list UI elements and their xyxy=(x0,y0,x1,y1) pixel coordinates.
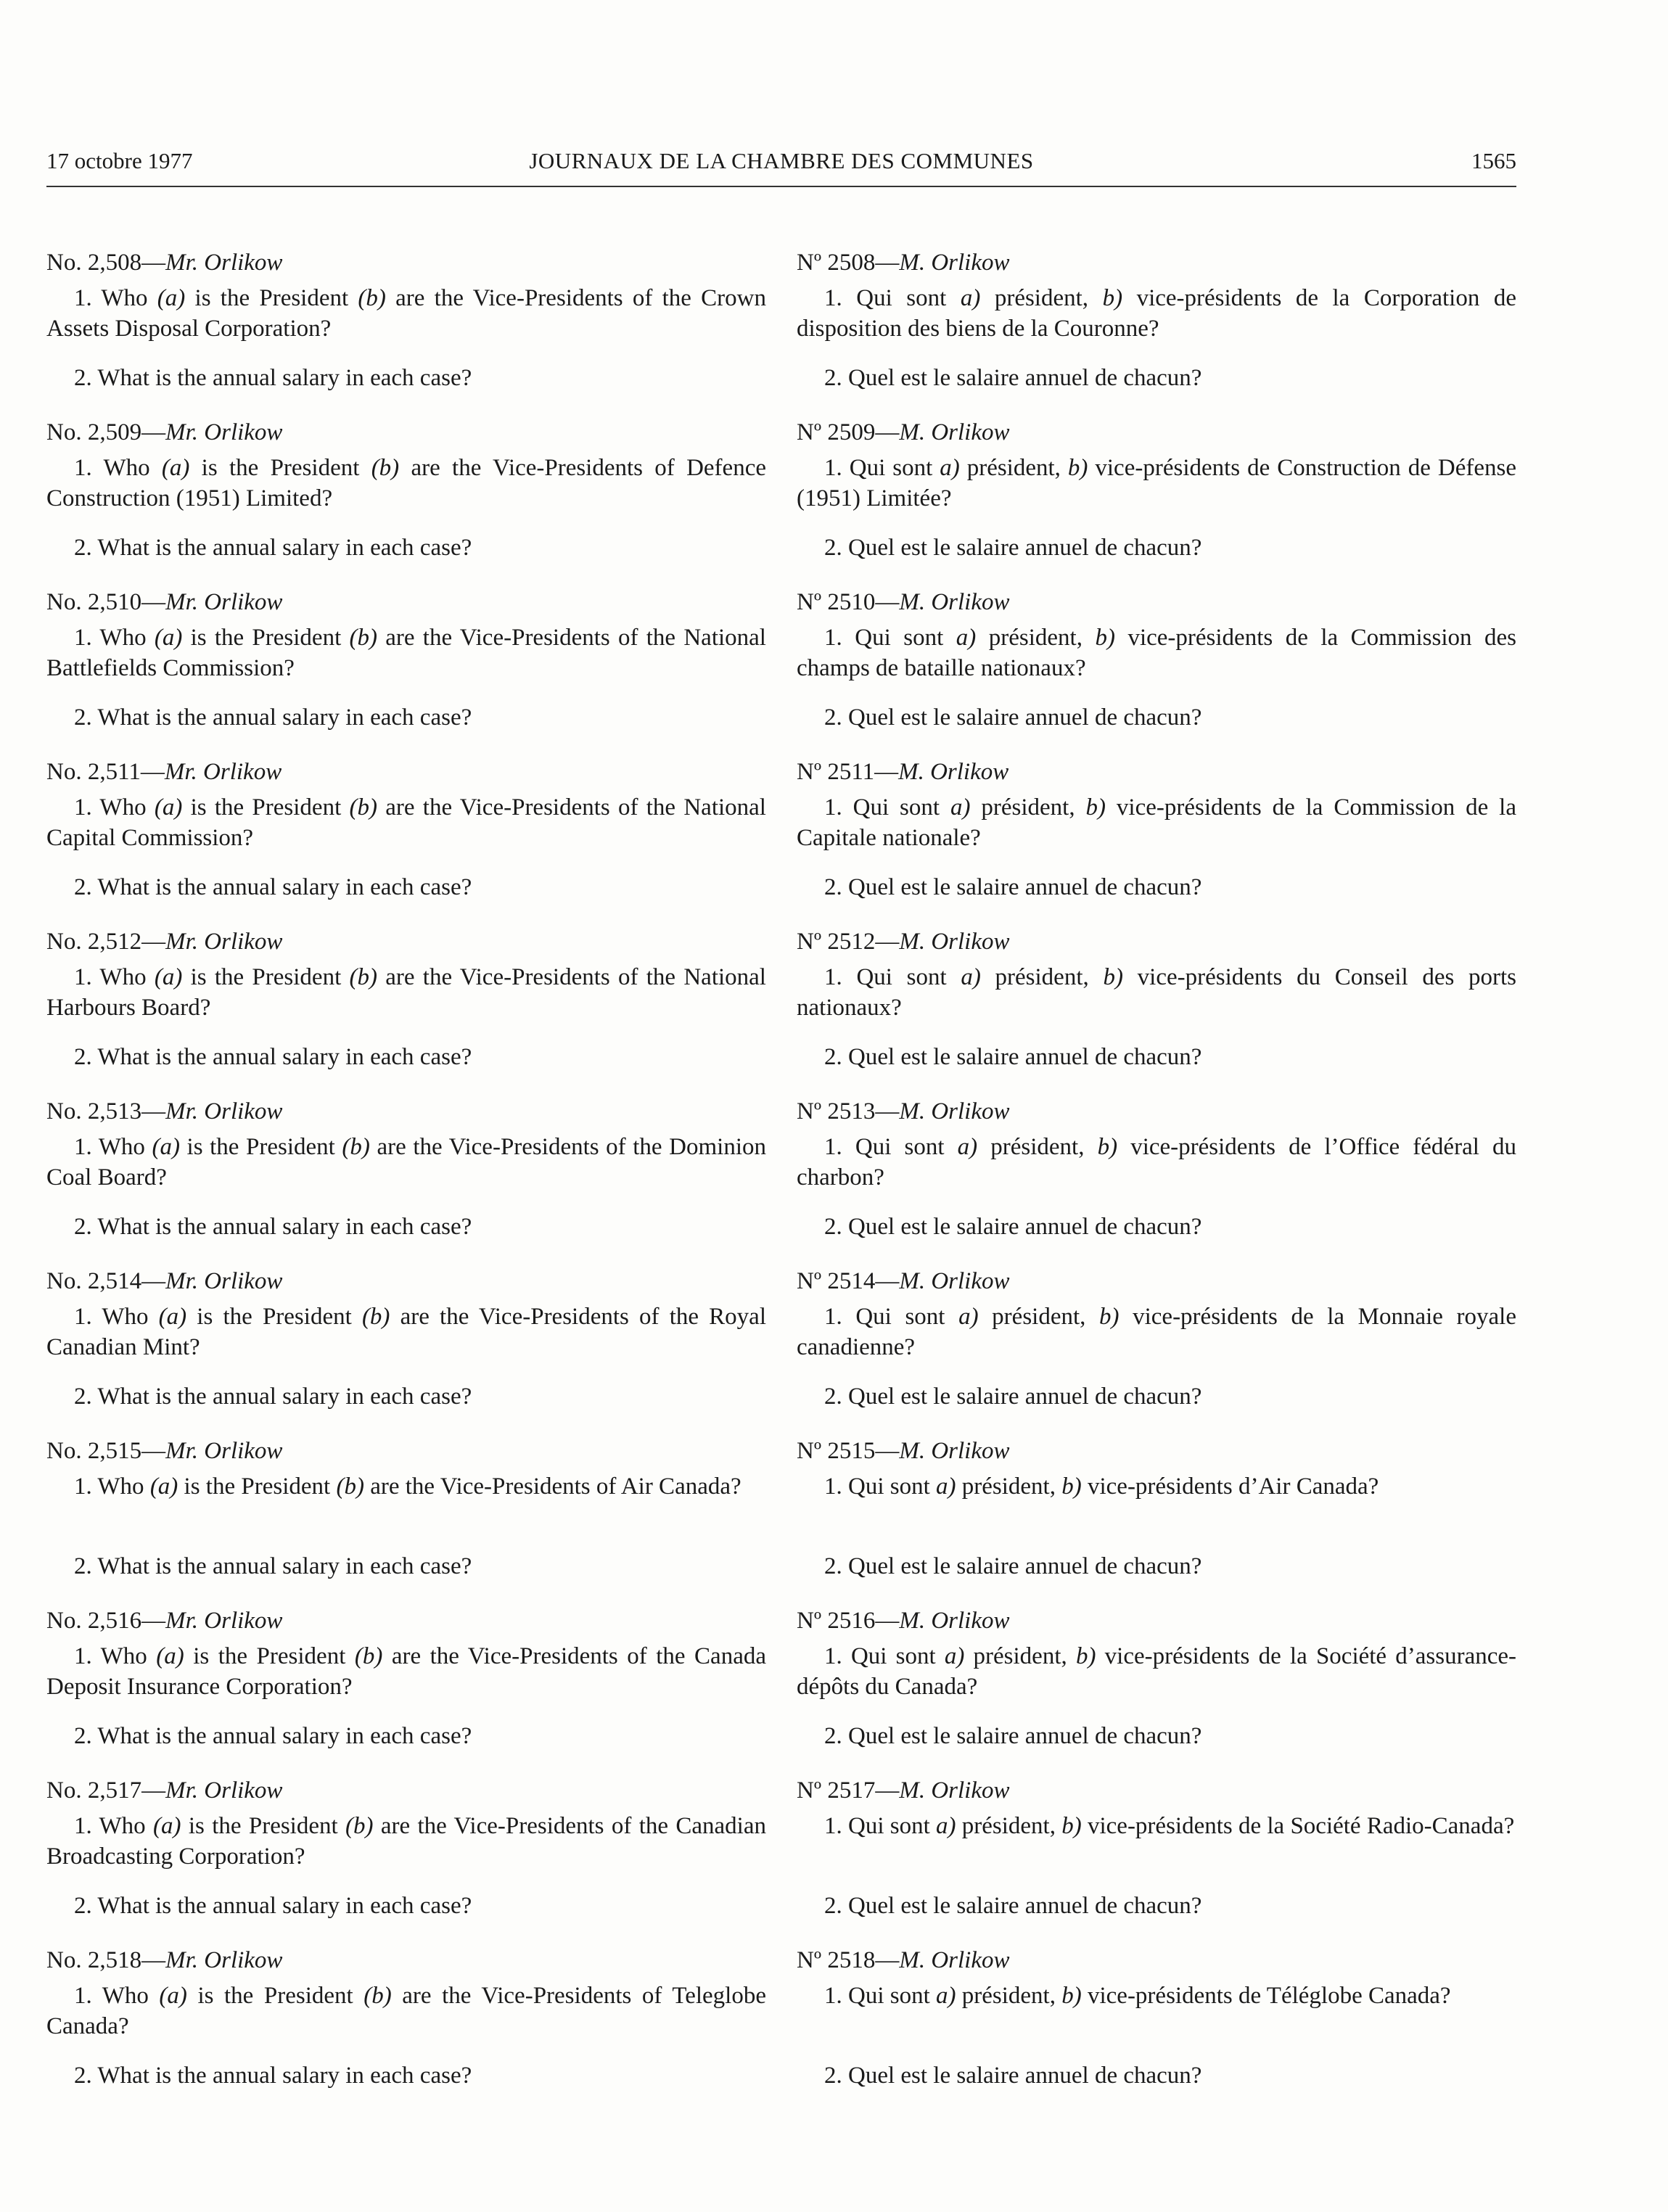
question-part-2: 2. What is the annual salary in each case? xyxy=(74,1893,472,1919)
question-b: b) xyxy=(1061,1473,1082,1500)
question-heading xyxy=(797,586,1516,618)
question-q1-end: vice-présidents de la Monnaie royale canadienne? xyxy=(797,1304,1516,1360)
question-part-1 xyxy=(797,1981,1516,2011)
french-question-10 xyxy=(797,1775,1516,1944)
english-question-4 xyxy=(46,756,766,926)
question-part-2: 2. What is the annual salary in each case? xyxy=(74,1044,472,1070)
question-q1-num: 1. Qui sont xyxy=(824,1473,937,1500)
question-b: (b) xyxy=(358,285,386,311)
question-part-2: 2. What is the annual salary in each case? xyxy=(74,1383,472,1410)
french-question-2 xyxy=(797,416,1516,586)
question-member: M. Orlikow xyxy=(899,1608,1010,1634)
french-question-5 xyxy=(797,926,1516,1095)
question-q1-mid: is the President xyxy=(182,964,350,990)
english-question-5 xyxy=(46,926,766,1095)
question-a: (a) xyxy=(153,1813,181,1839)
question-q1-mid: is the President xyxy=(186,1983,364,2009)
question-member: Mr. Orlikow xyxy=(165,1777,283,1804)
question-q1-mid: président, xyxy=(970,794,1086,821)
question-heading xyxy=(46,1775,766,1806)
question-b: b) xyxy=(1095,625,1115,651)
question-number: Nº 2517— xyxy=(797,1777,900,1804)
question-b: b) xyxy=(1067,455,1088,481)
question-number: No. 2,517— xyxy=(46,1777,166,1804)
question-number: Nº 2518— xyxy=(797,1947,900,1973)
question-q1-mid: is the President xyxy=(178,1473,337,1500)
question-b: (b) xyxy=(349,625,377,651)
question-q1-num: 1. Who xyxy=(74,964,155,990)
question-part-1 xyxy=(46,1302,766,1362)
question-heading xyxy=(797,926,1516,958)
question-number: No. 2,512— xyxy=(46,929,166,955)
question-a: (a) xyxy=(158,1304,187,1330)
question-q1-end: are the Vice-Presidents of the National Harbours Board? xyxy=(46,964,766,1021)
question-part-2: 2. Quel est le salaire annuel de chacun? xyxy=(824,365,1202,391)
question-number: No. 2,510— xyxy=(46,589,166,615)
question-q1-mid: président, xyxy=(980,285,1103,311)
question-number: Nº 2509— xyxy=(797,419,900,445)
question-b: (b) xyxy=(349,794,377,821)
question-part-1 xyxy=(797,962,1516,1023)
question-part-1 xyxy=(797,622,1516,683)
question-member: Mr. Orlikow xyxy=(165,1438,283,1464)
question-member: M. Orlikow xyxy=(899,1268,1010,1294)
question-a: (a) xyxy=(157,285,186,311)
question-q1-end: are the Vice-Presidents of the Crown Assets Disposal Corporation? xyxy=(46,285,766,342)
question-a: a) xyxy=(944,1643,965,1669)
question-b: b) xyxy=(1103,964,1123,990)
question-member: Mr. Orlikow xyxy=(165,1268,283,1294)
question-part-2: 2. What is the annual salary in each case? xyxy=(74,1553,472,1579)
question-q1-mid: président, xyxy=(956,1813,1062,1839)
question-b: b) xyxy=(1099,1304,1119,1330)
question-number: No. 2,514— xyxy=(46,1268,166,1294)
question-q1-num: 1. Qui sont xyxy=(824,964,961,990)
header-title: JOURNAUX DE LA CHAMBRE DES COMMUNES xyxy=(529,148,1034,173)
question-q1-end: vice-présidents de la Commission de la Capitale nationale? xyxy=(797,794,1516,851)
question-q1-end: vice-présidents de la Société Radio-Canada? xyxy=(1081,1813,1515,1839)
question-part-2: 2. Quel est le salaire annuel de chacun? xyxy=(824,874,1202,900)
question-q1-num: 1. Who xyxy=(74,1983,160,2009)
question-a: (a) xyxy=(154,794,183,821)
question-heading xyxy=(797,1265,1516,1297)
question-a: (a) xyxy=(149,1473,178,1500)
question-a: a) xyxy=(960,285,981,311)
question-a: a) xyxy=(961,964,981,990)
question-b: (b) xyxy=(371,455,400,481)
question-b: b) xyxy=(1102,285,1123,311)
question-member: Mr. Orlikow xyxy=(165,589,283,615)
english-question-8 xyxy=(46,1435,766,1605)
question-number: No. 2,515— xyxy=(46,1438,166,1464)
english-column xyxy=(46,247,766,2114)
page-number: 1565 xyxy=(1471,148,1516,173)
question-part-1 xyxy=(797,1811,1516,1841)
english-question-9 xyxy=(46,1605,766,1775)
question-b: (b) xyxy=(354,1643,383,1669)
question-a: (a) xyxy=(152,1134,180,1160)
question-q1-end: are the Vice-Presidents of the Canada Deposit Insurance Corporation? xyxy=(46,1643,766,1700)
question-number: Nº 2514— xyxy=(797,1268,900,1294)
question-part-2: 2. Quel est le salaire annuel de chacun? xyxy=(824,1893,1202,1919)
question-number: Nº 2515— xyxy=(797,1438,900,1464)
question-heading xyxy=(46,1435,766,1467)
question-q1-mid: président, xyxy=(964,1643,1076,1669)
question-part-1 xyxy=(46,1981,766,2042)
question-heading xyxy=(797,1095,1516,1127)
question-heading xyxy=(46,1944,766,1976)
question-part-1 xyxy=(797,1132,1516,1193)
question-q1-num: 1. Qui sont xyxy=(824,1134,958,1160)
question-q1-mid: président, xyxy=(976,625,1096,651)
question-member: Mr. Orlikow xyxy=(164,759,282,785)
question-q1-end: vice-présidents d’Air Canada? xyxy=(1081,1473,1379,1500)
question-a: a) xyxy=(936,1813,956,1839)
question-b: (b) xyxy=(342,1134,370,1160)
question-q1-mid: président, xyxy=(978,1304,1099,1330)
question-q1-end: are the Vice-Presidents of the Dominion Coal Board? xyxy=(46,1134,766,1191)
question-q1-mid: is the President xyxy=(181,1813,346,1839)
question-q1-mid: is the President xyxy=(182,625,350,651)
question-q1-mid: président, xyxy=(980,964,1104,990)
question-q1-mid: président, xyxy=(959,455,1068,481)
question-q1-mid: is the President xyxy=(182,794,350,821)
english-question-1 xyxy=(46,247,766,416)
question-a: (a) xyxy=(154,964,183,990)
question-q1-end: are the Vice-Presidents of Air Canada? xyxy=(363,1473,741,1500)
question-a: a) xyxy=(957,1134,978,1160)
question-q1-end: are the Vice-Presidents of the Canadian Broadcasting Corporation? xyxy=(46,1813,766,1870)
question-q1-num: 1. Qui sont xyxy=(824,794,950,821)
question-q1-end: vice-présidents de l’Office fédéral du charbon? xyxy=(797,1134,1516,1191)
french-column xyxy=(797,247,1516,2114)
question-b: b) xyxy=(1085,794,1106,821)
question-q1-end: are the Vice-Presidents of Teleglobe Canada? xyxy=(46,1983,766,2039)
question-part-1 xyxy=(46,1132,766,1193)
french-question-3 xyxy=(797,586,1516,756)
question-q1-num: 1. Qui sont xyxy=(824,455,940,481)
question-number: No. 2,508— xyxy=(46,250,166,276)
question-q1-end: vice-présidents de la Corporation de disposition des biens de la Couronne? xyxy=(797,285,1516,342)
question-heading xyxy=(797,756,1516,788)
question-number: No. 2,513— xyxy=(46,1098,166,1124)
question-number: No. 2,518— xyxy=(46,1947,166,1973)
question-heading xyxy=(46,1265,766,1297)
french-question-11 xyxy=(797,1944,1516,2114)
question-heading xyxy=(46,1095,766,1127)
question-part-1 xyxy=(797,1471,1516,1502)
question-b: (b) xyxy=(363,1983,392,2009)
question-part-1 xyxy=(46,1471,766,1502)
question-q1-num: 1. Qui sont xyxy=(824,1813,937,1839)
french-question-1 xyxy=(797,247,1516,416)
question-number: No. 2,511— xyxy=(46,759,165,785)
question-member: Mr. Orlikow xyxy=(165,929,283,955)
question-q1-mid: is the President xyxy=(184,1643,355,1669)
question-part-1 xyxy=(797,283,1516,344)
question-a: a) xyxy=(936,1983,956,2009)
question-q1-num: 1. Who xyxy=(74,1473,150,1500)
question-q1-mid: président, xyxy=(977,1134,1098,1160)
question-q1-mid: is the President xyxy=(179,1134,342,1160)
english-question-3 xyxy=(46,586,766,756)
question-a: (a) xyxy=(154,625,183,651)
question-heading xyxy=(46,1605,766,1637)
question-part-1 xyxy=(46,1641,766,1702)
question-q1-num: 1. Who xyxy=(74,1304,159,1330)
question-part-2: 2. What is the annual salary in each case? xyxy=(74,1723,472,1749)
question-member: Mr. Orlikow xyxy=(165,1098,283,1124)
question-heading xyxy=(797,247,1516,279)
question-q1-num: 1. Who xyxy=(74,625,155,651)
question-heading xyxy=(797,1775,1516,1806)
page-header xyxy=(46,145,1516,187)
question-a: a) xyxy=(956,625,977,651)
question-a: a) xyxy=(940,455,960,481)
question-part-1 xyxy=(46,283,766,344)
question-member: Mr. Orlikow xyxy=(165,1608,283,1634)
question-number: Nº 2516— xyxy=(797,1608,900,1634)
question-number: Nº 2510— xyxy=(797,589,900,615)
question-heading xyxy=(46,926,766,958)
question-b: b) xyxy=(1061,1983,1082,2009)
question-part-2: 2. What is the annual salary in each case? xyxy=(74,1214,472,1240)
question-q1-end: vice-présidents de Téléglobe Canada? xyxy=(1081,1983,1451,2009)
question-heading xyxy=(46,586,766,618)
french-question-9 xyxy=(797,1605,1516,1775)
english-question-2 xyxy=(46,416,766,586)
french-question-4 xyxy=(797,756,1516,926)
question-q1-num: 1. Who xyxy=(74,1134,152,1160)
header-date: 17 octobre 1977 xyxy=(46,148,193,173)
question-q1-num: 1. Who xyxy=(74,794,155,821)
question-member: M. Orlikow xyxy=(899,250,1010,276)
question-q1-end: vice-présidents de la Commission des champs de bataille nationaux? xyxy=(797,625,1516,681)
question-number: Nº 2511— xyxy=(797,759,899,785)
question-member: M. Orlikow xyxy=(899,1947,1010,1973)
question-q1-num: 1. Who xyxy=(74,1643,157,1669)
question-part-2: 2. Quel est le salaire annuel de chacun? xyxy=(824,1214,1202,1240)
question-q1-end: vice-présidents de la Société d’assurance-dépôts du Canada? xyxy=(797,1643,1517,1700)
english-question-6 xyxy=(46,1095,766,1265)
question-member: M. Orlikow xyxy=(899,1438,1010,1464)
question-q1-mid: is the President xyxy=(189,455,371,481)
question-part-2: 2. What is the annual salary in each case? xyxy=(74,365,472,391)
question-a: (a) xyxy=(156,1643,184,1669)
question-q1-end: are the Vice-Presidents of the Royal Canadian Mint? xyxy=(46,1304,766,1360)
question-member: M. Orlikow xyxy=(899,419,1010,445)
question-member: Mr. Orlikow xyxy=(165,1947,283,1973)
question-b: b) xyxy=(1097,1134,1118,1160)
question-part-2: 2. Quel est le salaire annuel de chacun? xyxy=(824,2063,1202,2089)
question-part-2: 2. What is the annual salary in each case? xyxy=(74,704,472,731)
question-heading xyxy=(46,247,766,279)
question-q1-num: 1. Qui sont xyxy=(824,1983,937,2009)
question-part-1 xyxy=(46,1811,766,1872)
question-a: (a) xyxy=(159,1983,187,2009)
question-q1-end: are the Vice-Presidents of the National Capital Commission? xyxy=(46,794,766,851)
question-b: b) xyxy=(1075,1643,1096,1669)
question-q1-end: are the Vice-Presidents of the National Battlefields Commission? xyxy=(46,625,766,681)
question-member: Mr. Orlikow xyxy=(165,419,283,445)
question-part-2: 2. Quel est le salaire annuel de chacun? xyxy=(824,1723,1202,1749)
french-question-7 xyxy=(797,1265,1516,1435)
question-member: M. Orlikow xyxy=(899,589,1010,615)
question-heading xyxy=(46,756,766,788)
question-heading xyxy=(797,416,1516,448)
question-b: (b) xyxy=(361,1304,390,1330)
question-part-2: 2. Quel est le salaire annuel de chacun? xyxy=(824,704,1202,731)
question-a: (a) xyxy=(161,455,190,481)
question-q1-num: 1. Qui sont xyxy=(824,625,956,651)
question-part-2: 2. Quel est le salaire annuel de chacun? xyxy=(824,1044,1202,1070)
question-a: a) xyxy=(936,1473,956,1500)
question-part-2: 2. What is the annual salary in each case? xyxy=(74,2063,472,2089)
french-question-8 xyxy=(797,1435,1516,1605)
question-part-2: 2. Quel est le salaire annuel de chacun? xyxy=(824,1553,1202,1579)
french-question-6 xyxy=(797,1095,1516,1265)
question-b: (b) xyxy=(336,1473,364,1500)
question-part-2: 2. Quel est le salaire annuel de chacun? xyxy=(824,1383,1202,1410)
question-part-1 xyxy=(46,792,766,853)
question-number: Nº 2513— xyxy=(797,1098,900,1124)
question-number: No. 2,509— xyxy=(46,419,166,445)
question-a: a) xyxy=(958,1304,979,1330)
question-q1-end: are the Vice-Presidents of Defence Construction (1951) Limited? xyxy=(46,455,766,511)
question-member: M. Orlikow xyxy=(899,1777,1010,1804)
question-q1-mid: is the President xyxy=(185,285,358,311)
question-member: M. Orlikow xyxy=(899,1098,1010,1124)
question-q1-num: 1. Qui sont xyxy=(824,1643,945,1669)
question-b: (b) xyxy=(349,964,377,990)
question-a: a) xyxy=(950,794,971,821)
question-part-1 xyxy=(797,1641,1516,1702)
question-part-1 xyxy=(797,1302,1516,1362)
question-number: No. 2,516— xyxy=(46,1608,166,1634)
question-q1-end: vice-présidents de Construction de Défense (1951) Limitée? xyxy=(797,455,1516,511)
question-q1-num: 1. Qui sont xyxy=(824,285,961,311)
question-part-1 xyxy=(46,622,766,683)
question-q1-num: 1. Who xyxy=(74,285,157,311)
question-heading xyxy=(46,416,766,448)
question-member: Mr. Orlikow xyxy=(165,250,283,276)
question-heading xyxy=(797,1944,1516,1976)
question-part-2: 2. Quel est le salaire annuel de chacun? xyxy=(824,535,1202,561)
question-q1-mid: président, xyxy=(956,1473,1062,1500)
question-q1-mid: président, xyxy=(956,1983,1062,2009)
question-q1-mid: is the President xyxy=(186,1304,362,1330)
question-number: Nº 2512— xyxy=(797,929,900,955)
english-question-7 xyxy=(46,1265,766,1435)
question-part-2: 2. What is the annual salary in each case? xyxy=(74,535,472,561)
question-member: M. Orlikow xyxy=(898,759,1009,785)
question-number: Nº 2508— xyxy=(797,250,900,276)
question-b: b) xyxy=(1061,1813,1082,1839)
question-q1-num: 1. Qui sont xyxy=(824,1304,959,1330)
question-q1-num: 1. Who xyxy=(74,455,162,481)
question-heading xyxy=(797,1435,1516,1467)
question-q1-end: vice-présidents du Conseil des ports nationaux? xyxy=(797,964,1516,1021)
english-question-10 xyxy=(46,1775,766,1944)
question-q1-num: 1. Who xyxy=(74,1813,153,1839)
english-question-11 xyxy=(46,1944,766,2114)
question-part-2: 2. What is the annual salary in each case? xyxy=(74,874,472,900)
question-member: M. Orlikow xyxy=(899,929,1010,955)
question-part-1 xyxy=(46,453,766,514)
question-part-1 xyxy=(797,792,1516,853)
question-part-1 xyxy=(797,453,1516,514)
question-b: (b) xyxy=(345,1813,374,1839)
question-heading xyxy=(797,1605,1516,1637)
question-part-1 xyxy=(46,962,766,1023)
